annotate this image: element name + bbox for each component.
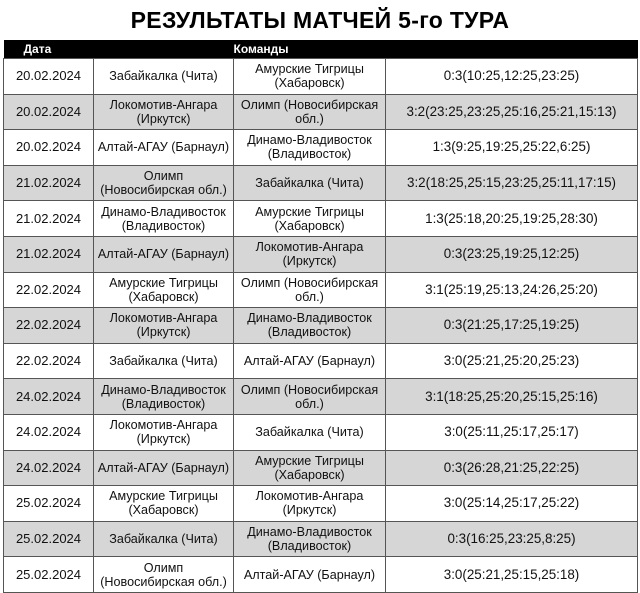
- match-date: 20.02.2024: [4, 130, 94, 166]
- table-row: [4, 343, 638, 379]
- home-team: Локомотив-Ангара (Иркутск): [94, 414, 234, 450]
- match-score: 3:1(25:19,25:13,24:26,25:20): [386, 272, 638, 308]
- away-team: Динамо-Владивосток (Владивосток): [234, 308, 386, 344]
- away-team: Локомотив-Ангара (Иркутск): [234, 236, 386, 272]
- home-team: Динамо-Владивосток (Владивосток): [94, 379, 234, 415]
- away-team: Локомотив-Ангара (Иркутск): [234, 486, 386, 522]
- away-team: Динамо-Владивосток (Владивосток): [234, 130, 386, 166]
- home-team: Динамо-Владивосток (Владивосток): [94, 201, 234, 237]
- home-team: Олимп (Новосибирская обл.): [94, 557, 234, 593]
- away-team: Динамо-Владивосток (Владивосток): [234, 521, 386, 557]
- match-date: 20.02.2024: [4, 59, 94, 95]
- match-date: 25.02.2024: [4, 557, 94, 593]
- match-date: 24.02.2024: [4, 450, 94, 486]
- match-date: 21.02.2024: [4, 165, 94, 201]
- away-team: Олимп (Новосибирская обл.): [234, 94, 386, 130]
- table-row: [4, 59, 638, 95]
- match-score: 3:2(23:25,23:25,25:16,25:21,15:13): [386, 94, 638, 130]
- match-score: 3:0(25:14,25:17,25:22): [386, 486, 638, 522]
- match-score: 3:0(25:21,25:20,25:23): [386, 343, 638, 379]
- home-team: Забайкалка (Чита): [94, 59, 234, 95]
- home-team: Забайкалка (Чита): [94, 521, 234, 557]
- match-score: 3:1(18:25,25:20,25:15,25:16): [386, 379, 638, 415]
- page-title: РЕЗУЛЬТАТЫ МАТЧЕЙ 5-го ТУРА: [130, 7, 510, 33]
- match-date: 25.02.2024: [4, 521, 94, 557]
- away-team: Алтай-АГАУ (Барнаул): [234, 557, 386, 593]
- home-team: Алтай-АГАУ (Барнаул): [94, 450, 234, 486]
- header-spacer: [94, 40, 234, 59]
- match-date: 22.02.2024: [4, 272, 94, 308]
- match-score: 0:3(23:25,19:25,12:25): [386, 236, 638, 272]
- column-header-teams: Команды: [233, 42, 289, 56]
- table-header: [4, 40, 638, 59]
- home-team: Амурские Тигрицы (Хабаровск): [94, 272, 234, 308]
- away-team: Забайкалка (Чита): [234, 165, 386, 201]
- match-date: 22.02.2024: [4, 343, 94, 379]
- table-row: [4, 272, 638, 308]
- match-score: 0:3(21:25,17:25,19:25): [386, 308, 638, 344]
- table-row: [4, 486, 638, 522]
- table-body: [4, 59, 638, 593]
- match-score: 1:3(25:18,20:25,19:25,28:30): [386, 201, 638, 237]
- away-team: Олимп (Новосибирская обл.): [234, 379, 386, 415]
- match-date: 24.02.2024: [4, 379, 94, 415]
- table-row: [4, 236, 638, 272]
- table-row: [4, 521, 638, 557]
- match-score: 0:3(26:28,21:25,22:25): [386, 450, 638, 486]
- table-row: [4, 379, 638, 415]
- away-team: Олимп (Новосибирская обл.): [234, 272, 386, 308]
- home-team: Забайкалка (Чита): [94, 343, 234, 379]
- column-header-date: Дата: [23, 42, 52, 56]
- match-date: 22.02.2024: [4, 308, 94, 344]
- away-team: Амурские Тигрицы (Хабаровск): [234, 201, 386, 237]
- table-row: [4, 308, 638, 344]
- away-team: Амурские Тигрицы (Хабаровск): [234, 59, 386, 95]
- home-team: Олимп (Новосибирская обл.): [94, 165, 234, 201]
- match-date: 24.02.2024: [4, 414, 94, 450]
- match-score: 3:0(25:11,25:17,25:17): [386, 414, 638, 450]
- home-team: Локомотив-Ангара (Иркутск): [94, 308, 234, 344]
- match-score: 1:3(9:25,19:25,25:22,6:25): [386, 130, 638, 166]
- home-team: Амурские Тигрицы (Хабаровск): [94, 486, 234, 522]
- match-date: 21.02.2024: [4, 236, 94, 272]
- match-score: 3:2(18:25,25:15,23:25,25:11,17:15): [386, 165, 638, 201]
- home-team: Алтай-АГАУ (Барнаул): [94, 130, 234, 166]
- table-row: [4, 94, 638, 130]
- away-team: Амурские Тигрицы (Хабаровск): [234, 450, 386, 486]
- table-row: [4, 130, 638, 166]
- home-team: Локомотив-Ангара (Иркутск): [94, 94, 234, 130]
- match-score: 0:3(16:25,23:25,8:25): [386, 521, 638, 557]
- match-score: 3:0(25:21,25:15,25:18): [386, 557, 638, 593]
- away-team: Забайкалка (Чита): [234, 414, 386, 450]
- away-team: Алтай-АГАУ (Барнаул): [234, 343, 386, 379]
- results-table: [3, 40, 638, 593]
- table-row: [4, 414, 638, 450]
- table-row: [4, 450, 638, 486]
- table-row: [4, 165, 638, 201]
- match-date: 20.02.2024: [4, 94, 94, 130]
- match-date: 21.02.2024: [4, 201, 94, 237]
- match-score: 0:3(10:25,12:25,23:25): [386, 59, 638, 95]
- home-team: Алтай-АГАУ (Барнаул): [94, 236, 234, 272]
- table-row: [4, 557, 638, 593]
- table-row: [4, 201, 638, 237]
- match-date: 25.02.2024: [4, 486, 94, 522]
